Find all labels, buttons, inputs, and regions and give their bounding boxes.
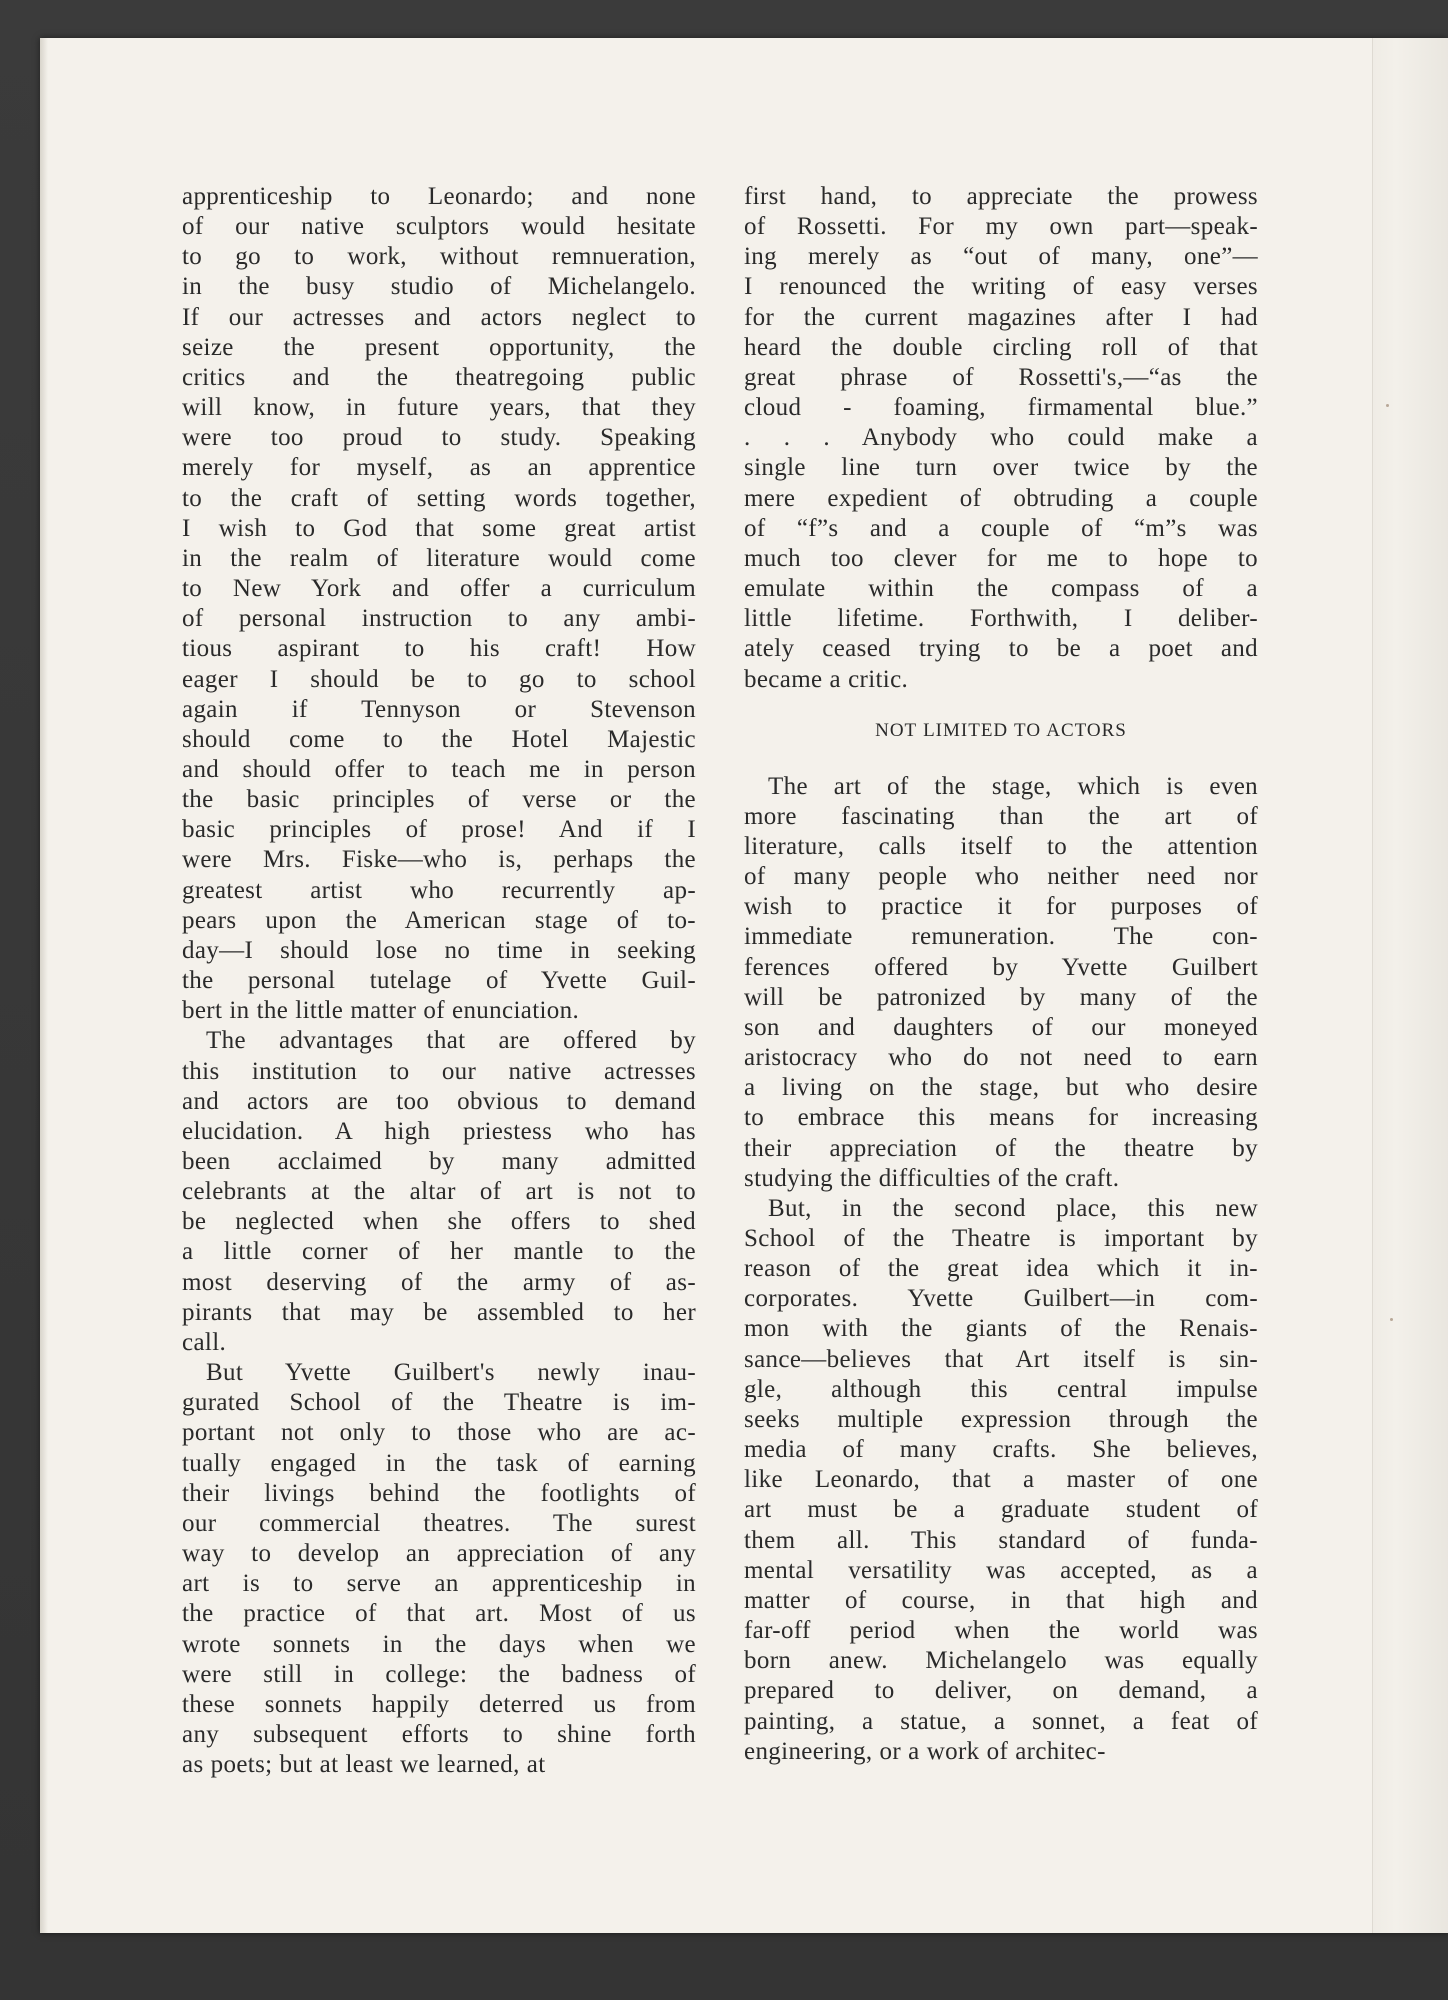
- text-line: portant not only to those who are ac-: [182, 1419, 696, 1447]
- text-line: a little corner of her mantle to the: [182, 1238, 696, 1266]
- text-line: of our native sculptors would hesitate: [182, 213, 696, 241]
- text-line: gurated School of the Theatre is im-: [182, 1389, 696, 1417]
- text-line: of many people who neither need nor: [744, 863, 1258, 891]
- text-line: to embrace this means for increasing: [744, 1104, 1258, 1132]
- text-line: sance—believes that Art itself is sin-: [744, 1345, 1258, 1373]
- text-line: ately ceased trying to be a poet and: [744, 635, 1258, 663]
- text-line: pears upon the American stage of to-: [182, 906, 696, 934]
- text-line: wrote sonnets in the days when we: [182, 1630, 696, 1658]
- text-line: art must be a graduate student of: [744, 1496, 1258, 1524]
- text-line: seeks multiple expression through the: [744, 1405, 1258, 1433]
- text-line: The advantages that are offered by: [206, 1027, 696, 1055]
- text-line: mere expedient of obtruding a couple: [744, 484, 1258, 512]
- text-line: heard the double circling roll of that: [744, 333, 1258, 361]
- text-line: seize the present opportunity, the: [182, 333, 696, 361]
- text-line: their appreciation of the theatre by: [744, 1134, 1258, 1162]
- text-line: little lifetime. Forthwith, I deliber-: [744, 605, 1258, 633]
- text-line: gle, although this central impulse: [744, 1375, 1258, 1403]
- text-line: much too clever for me to hope to: [744, 544, 1258, 572]
- body-paragraph: [744, 1194, 1258, 1767]
- text-line: tually engaged in the task of earning: [182, 1449, 696, 1477]
- text-line: son and daughters of our moneyed: [744, 1013, 1258, 1041]
- text-line: the practice of that art. Most of us: [182, 1600, 696, 1628]
- text-line: aristocracy who do not need to earn: [744, 1044, 1258, 1072]
- text-line: any subsequent efforts to shine forth: [182, 1720, 696, 1748]
- text-line: more fascinating than the art of: [744, 802, 1258, 830]
- text-line: way to develop an appreciation of any: [182, 1540, 696, 1568]
- text-line: I wish to God that some great artist: [182, 514, 696, 542]
- text-line: pirants that may be assembled to her: [182, 1298, 696, 1326]
- text-line: should come to the Hotel Majestic: [182, 725, 696, 753]
- text-line: day—I should lose no time in seeking: [182, 936, 696, 964]
- text-line: in the realm of literature would come: [182, 544, 696, 572]
- section-heading: NOT LIMITED TO ACTORS: [875, 719, 1127, 741]
- text-line: great phrase of Rossetti's,—“as the: [744, 363, 1258, 391]
- left-text-column: [182, 182, 696, 1780]
- text-line: mon with the giants of the Renais-: [744, 1315, 1258, 1343]
- text-line: engineering, or a work of architec-: [744, 1737, 1106, 1765]
- body-paragraph: [182, 1026, 696, 1358]
- text-line: studying the difficulties of the craft.: [744, 1164, 1120, 1192]
- text-line: most deserving of the army of as-: [182, 1268, 696, 1296]
- text-line: single line turn over twice by the: [744, 454, 1258, 482]
- text-line: far-off period when the world was: [744, 1617, 1258, 1645]
- text-line: apprenticeship to Leonardo; and none: [182, 183, 696, 210]
- text-line: basic principles of prose! And if I: [182, 816, 696, 844]
- text-line: prepared to deliver, on demand, a: [744, 1677, 1258, 1705]
- body-paragraph: [182, 1358, 696, 1780]
- text-line: School of the Theatre is important by: [744, 1225, 1258, 1252]
- text-line: tious aspirant to his craft! How: [182, 635, 696, 663]
- text-line: painting, a statue, a sonnet, a feat of: [744, 1707, 1258, 1735]
- text-line: were still in college: the badness of: [182, 1660, 696, 1688]
- text-line: of Rossetti. For my own part—speak-: [744, 213, 1258, 241]
- page-fore-edge: [1372, 38, 1448, 1933]
- text-line: their livings behind the footlights of: [182, 1479, 696, 1507]
- text-line: wish to practice it for purposes of: [744, 893, 1258, 921]
- text-line: for the current magazines after I had: [744, 303, 1258, 331]
- text-line: and should offer to teach me in person: [182, 755, 696, 783]
- text-line: reason of the great idea which it in-: [744, 1255, 1258, 1283]
- text-line: our commercial theatres. The surest: [182, 1509, 696, 1537]
- text-line: of personal instruction to any ambi-: [182, 605, 696, 633]
- text-line: in the busy studio of Michelangelo.: [182, 273, 696, 301]
- text-line: the personal tutelage of Yvette Guil-: [182, 967, 696, 995]
- text-line: of “f”s and a couple of “m”s was: [744, 514, 1258, 542]
- text-line: like Leonardo, that a master of one: [744, 1466, 1258, 1494]
- body-paragraph: [744, 772, 1258, 1194]
- paper-speck: [1390, 1318, 1393, 1321]
- text-line: media of many crafts. She believes,: [744, 1436, 1258, 1464]
- page-gutter-shadow: [40, 38, 48, 1933]
- text-line: ing merely as “out of many, one”—: [744, 243, 1258, 271]
- text-line: and actors are too obvious to demand: [182, 1087, 696, 1115]
- text-line: to New York and offer a curriculum: [182, 575, 696, 603]
- body-paragraph: [744, 182, 1258, 695]
- text-line: these sonnets happily deterred us from: [182, 1690, 696, 1718]
- text-line: immediate remuneration. The con-: [744, 923, 1258, 951]
- text-line: corporates. Yvette Guilbert—in com-: [744, 1285, 1258, 1313]
- text-line: eager I should be to go to school: [182, 665, 696, 693]
- text-line: art is to serve an apprenticeship in: [182, 1570, 696, 1598]
- text-line: mental versatility was accepted, as a: [744, 1556, 1258, 1584]
- text-line: If our actresses and actors neglect to: [182, 303, 696, 331]
- text-line: bert in the little matter of enunciation.: [182, 997, 580, 1025]
- text-line: a living on the stage, but who desire: [744, 1074, 1258, 1102]
- paper-speck: [1386, 404, 1389, 407]
- text-line: ferences offered by Yvette Guilbert: [744, 953, 1258, 981]
- text-line: cloud - foaming, firmamental blue.”: [744, 394, 1258, 422]
- text-line: The art of the stage, which is even: [768, 772, 1258, 800]
- text-line: were Mrs. Fiske—who is, perhaps the: [182, 846, 696, 874]
- text-line: But Yvette Guilbert's newly inau-: [206, 1359, 696, 1387]
- text-line: born anew. Michelangelo was equally: [744, 1647, 1258, 1675]
- text-line: I renounced the writing of easy verses: [744, 273, 1258, 301]
- text-line: But, in the second place, this new: [768, 1194, 1258, 1222]
- text-line: . . . Anybody who could make a: [744, 424, 1258, 452]
- text-line: be neglected when she offers to shed: [182, 1208, 696, 1236]
- text-line: them all. This standard of funda-: [744, 1526, 1258, 1554]
- text-line: as poets; but at least we learned, at: [182, 1751, 546, 1779]
- text-line: first hand, to appreciate the prowess: [744, 183, 1258, 210]
- text-line: emulate within the compass of a: [744, 575, 1258, 603]
- text-line: to the craft of setting words together,: [182, 484, 696, 512]
- text-line: been acclaimed by many admitted: [182, 1148, 696, 1175]
- text-line: will be patronized by many of the: [744, 983, 1258, 1011]
- text-line: greatest artist who recurrently ap-: [182, 876, 696, 904]
- text-line: this institution to our native actresses: [182, 1057, 696, 1085]
- text-line: became a critic.: [744, 665, 909, 693]
- text-line: will know, in future years, that they: [182, 394, 696, 422]
- text-line: literature, calls itself to the attention: [744, 832, 1258, 860]
- text-line: the basic principles of verse or the: [182, 786, 696, 814]
- text-line: to go to work, without remnueration,: [182, 243, 696, 271]
- text-line: merely for myself, as an apprentice: [182, 454, 696, 482]
- text-line: celebrants at the altar of art is not to: [182, 1178, 696, 1206]
- text-line: were too proud to study. Speaking: [182, 424, 696, 452]
- text-line: call.: [182, 1328, 227, 1356]
- text-line: again if Tennyson or Stevenson: [182, 695, 696, 723]
- text-line: elucidation. A high priestess who has: [182, 1117, 696, 1145]
- text-line: matter of course, in that high and: [744, 1586, 1258, 1614]
- text-line: critics and the theatregoing public: [182, 363, 696, 391]
- body-paragraph: [182, 182, 696, 1026]
- right-text-column: [744, 182, 1258, 1767]
